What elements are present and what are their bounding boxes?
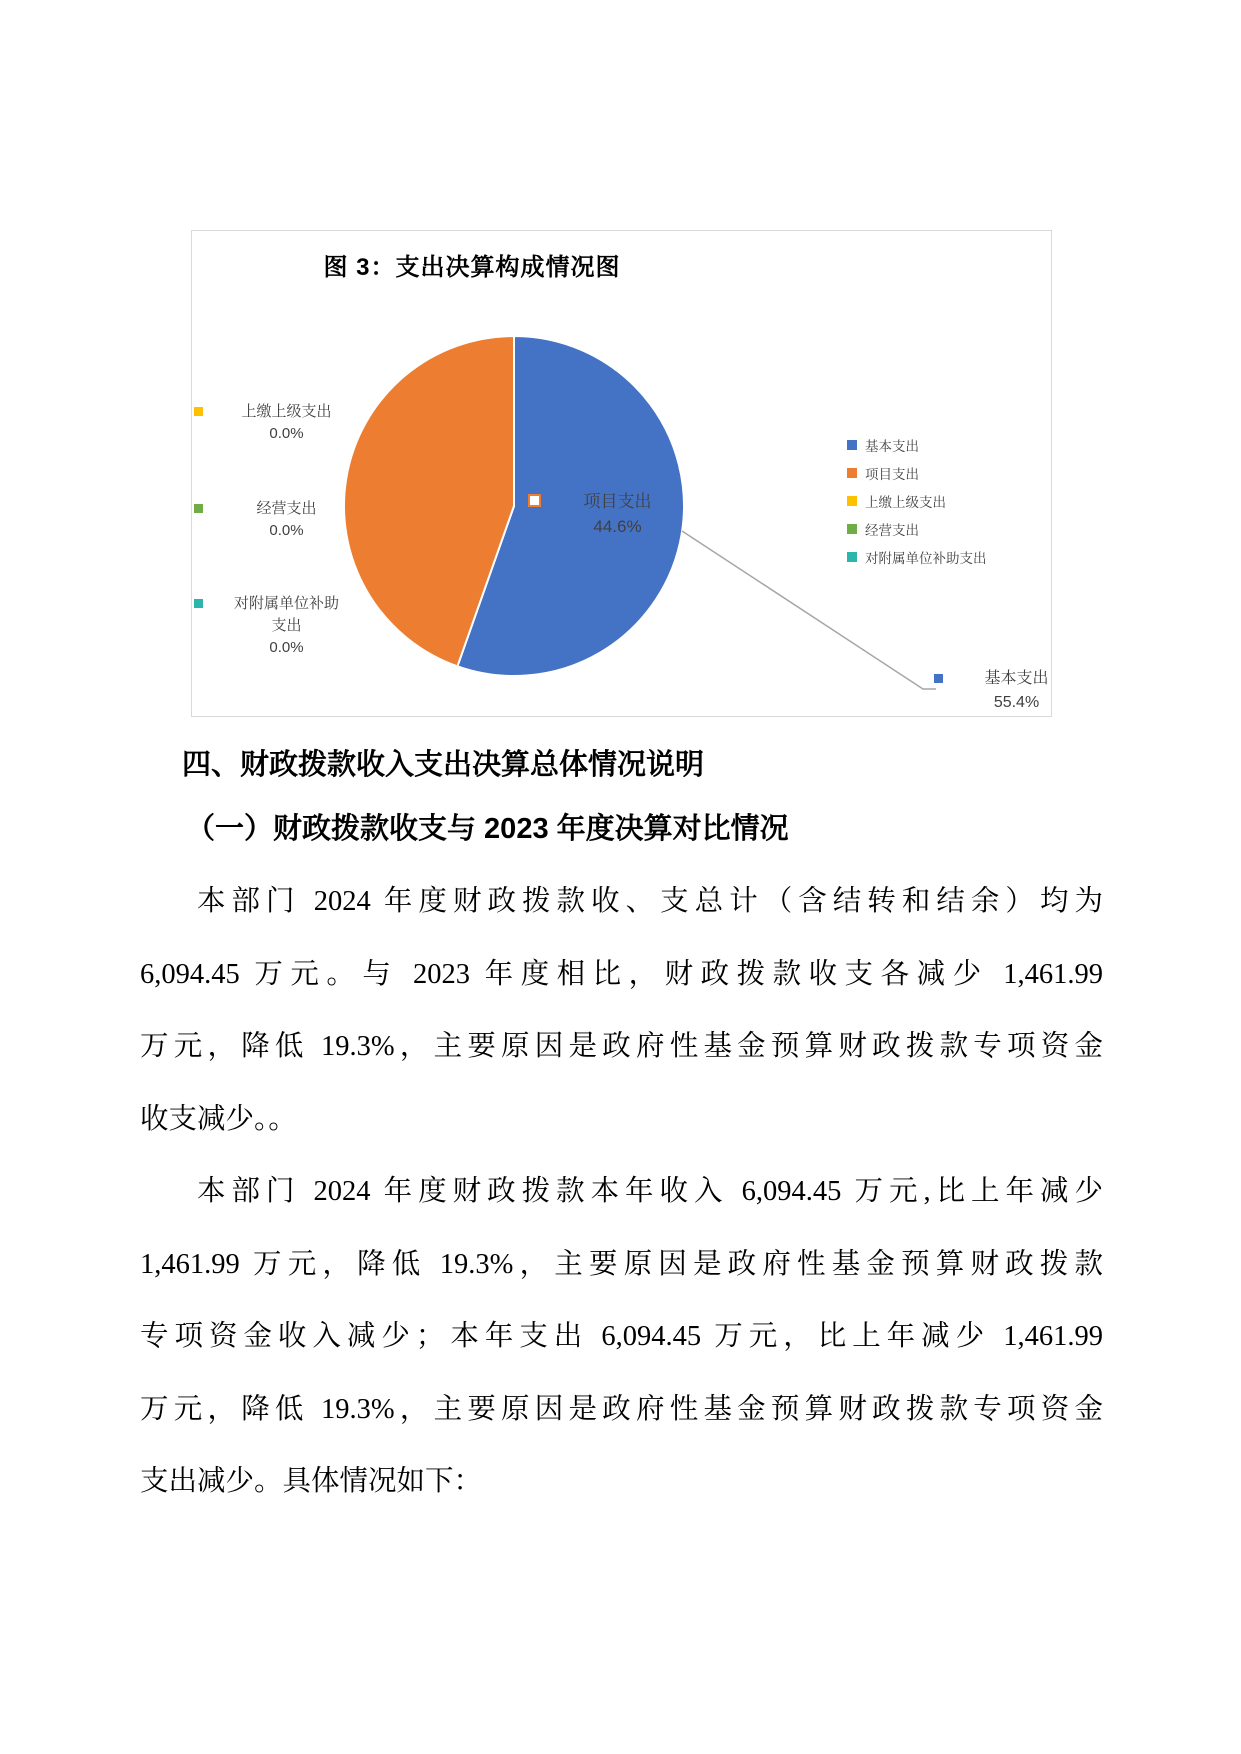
paragraph-line: 专项资金收入减少；本年支出 6,094.45 万元，比上年减少 1,461.99 (140, 1321, 1103, 1352)
callout-text (209, 593, 364, 659)
callout-xiangmu-zhichu (528, 489, 688, 539)
legend-item-fushu-danwei-buzhu (847, 543, 987, 571)
paragraph-2 (140, 1156, 1103, 1519)
legend-swatch-teal (847, 552, 857, 562)
callout-value: 55.4% (993, 694, 1040, 711)
legend-label: 经营支出 (865, 523, 919, 538)
callout-text (209, 401, 364, 445)
paragraph-line: 6,094.45 万元。与 2023 年度相比，财政拨款收支各减少 1,461.99 (140, 958, 1103, 990)
callout-fushu-danwei-buzhu (194, 593, 364, 659)
legend-swatch-orange (847, 468, 857, 478)
chart-legend (847, 431, 987, 571)
paragraph-1 (140, 866, 1103, 1156)
legend-swatch-green (847, 524, 857, 534)
paragraph-line: 万元，降低 19.3%，主要原因是政府性基金预算财政拨款专项资金 (140, 1031, 1103, 1062)
legend-key-open-square-orange (528, 494, 541, 507)
callout-label: 上缴上级支出 (241, 403, 332, 420)
paragraph-line: 1,461.99 万元，降低 19.3%，主要原因是政府性基金预算财政拨款 (140, 1248, 1103, 1280)
paragraph-line: 收支减少。。 (140, 1103, 297, 1135)
callout-label: 项目支出 (583, 492, 652, 511)
legend-label: 基本支出 (865, 439, 919, 454)
legend-key-square-blue (934, 674, 943, 683)
callout-text (547, 489, 688, 539)
callout-label-line1: 对附属单位补助 (233, 595, 339, 612)
callout-value: 0.0% (269, 522, 304, 539)
callout-value: 0.0% (269, 639, 304, 656)
subsection-heading: （一）财政拨款收支与 2023 年度决算对比情况 (186, 813, 789, 845)
callout-label-line2: 支出 (271, 617, 302, 634)
legend-label: 对附属单位补助支出 (865, 551, 987, 566)
callout-label: 经营支出 (256, 500, 317, 517)
callout-shangjiao-shangji-zhichu (194, 401, 364, 445)
legend-key-square-gold (194, 407, 203, 416)
chart-title: 图 3：支出决算构成情况图 (323, 254, 621, 281)
legend-label: 项目支出 (865, 467, 919, 482)
callout-text (209, 498, 364, 542)
callout-label: 基本支出 (984, 670, 1049, 687)
callout-jiben-zhichu (934, 667, 1084, 715)
section-heading: 四、财政拨款收入支出决算总体情况说明 (182, 749, 705, 781)
paragraph-line: 本部门 2024 年度财政拨款收、支总计（含结转和结余）均为 (197, 886, 1103, 917)
callout-value: 44.6% (593, 517, 642, 536)
paragraph-line: 万元，降低 19.3%，主要原因是政府性基金预算财政拨款专项资金 (140, 1393, 1103, 1425)
expenditure-pie-chart-panel (191, 230, 1052, 717)
callout-value: 0.0% (269, 425, 304, 442)
paragraph-line: 本部门 2024 年度财政拨款本年收入 6,094.45 万元,比上年减少 (197, 1176, 1103, 1207)
callout-jingying-zhichu (194, 498, 364, 542)
legend-item-shangjiao-shangji-zhichu (847, 487, 987, 515)
callout-text (949, 667, 1084, 715)
legend-item-jingying-zhichu (847, 515, 987, 543)
legend-swatch-blue (847, 440, 857, 450)
legend-item-xiangmu-zhichu (847, 459, 987, 487)
legend-swatch-gold (847, 496, 857, 506)
legend-key-square-teal (194, 599, 203, 608)
legend-label: 上缴上级支出 (865, 495, 946, 510)
legend-item-jiben-zhichu (847, 431, 987, 459)
legend-key-square-green (194, 504, 203, 513)
paragraph-line: 支出减少。具体情况如下： (140, 1466, 483, 1497)
